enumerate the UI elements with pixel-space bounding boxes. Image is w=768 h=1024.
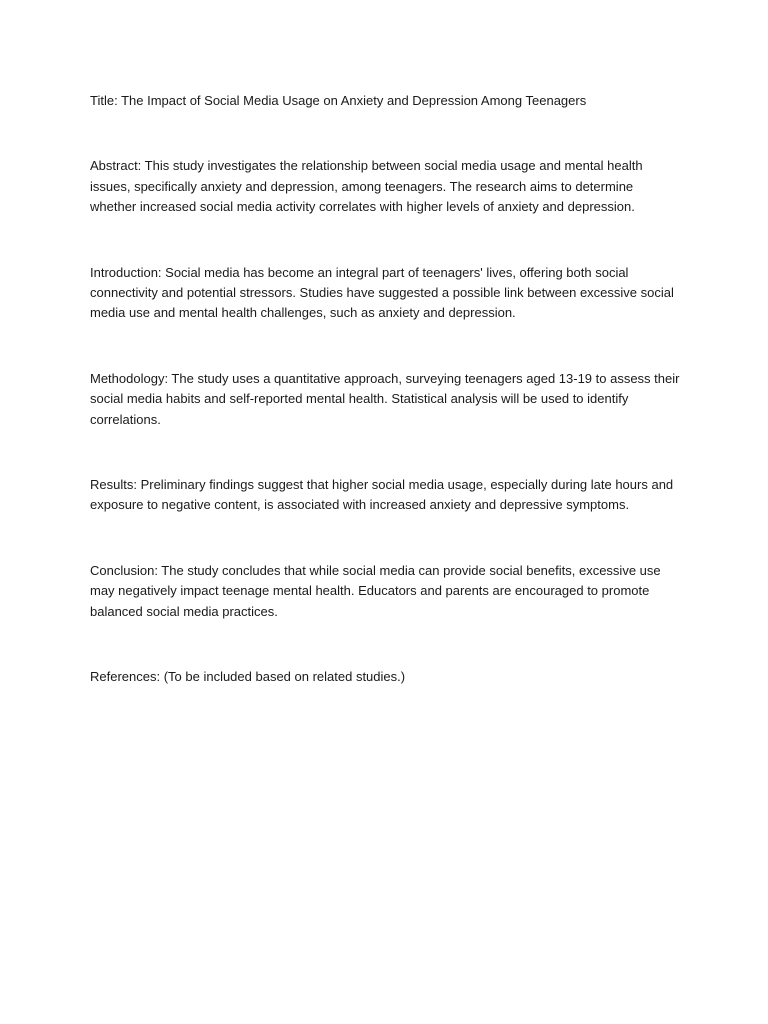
document-body xyxy=(90,91,680,688)
methodology-paragraph: Methodology: The study uses a quantitative approach, surveying teenagers aged 13-19 to assess their social media habits and self-reported mental health. Statistical analysis will be used to identify correlations. xyxy=(90,370,680,427)
document-title: Title: The Impact of Social Media Usage on Anxiety and Depression Among Teenagers xyxy=(90,93,587,108)
conclusion-paragraph: Conclusion: The study concludes that while social media can provide social benefits, excessive use may negatively impact teenage mental health. Educators and parents are encouraged to promote balanced social media practices. xyxy=(90,562,661,619)
references-paragraph: References: (To be included based on related studies.) xyxy=(90,669,406,685)
introduction-paragraph: Introduction: Social media has become an integral part of teenagers' lives, offering both social connectivity and potential stressors. Studies have suggested a possible link between excessive social media use and mental health challenges, such as anxiety and depression. xyxy=(90,264,674,321)
abstract-paragraph: Abstract: This study investigates the relationship between social media usage and mental health issues, specifically anxiety and depression, among teenagers. The research aims to determine whether increased social media activity correlates with higher levels of anxiety and depression. xyxy=(90,158,643,215)
results-paragraph: Results: Preliminary findings suggest that higher social media usage, especially during late hours and exposure to negative content, is associated with increased anxiety and depressive symptoms. xyxy=(90,477,674,513)
